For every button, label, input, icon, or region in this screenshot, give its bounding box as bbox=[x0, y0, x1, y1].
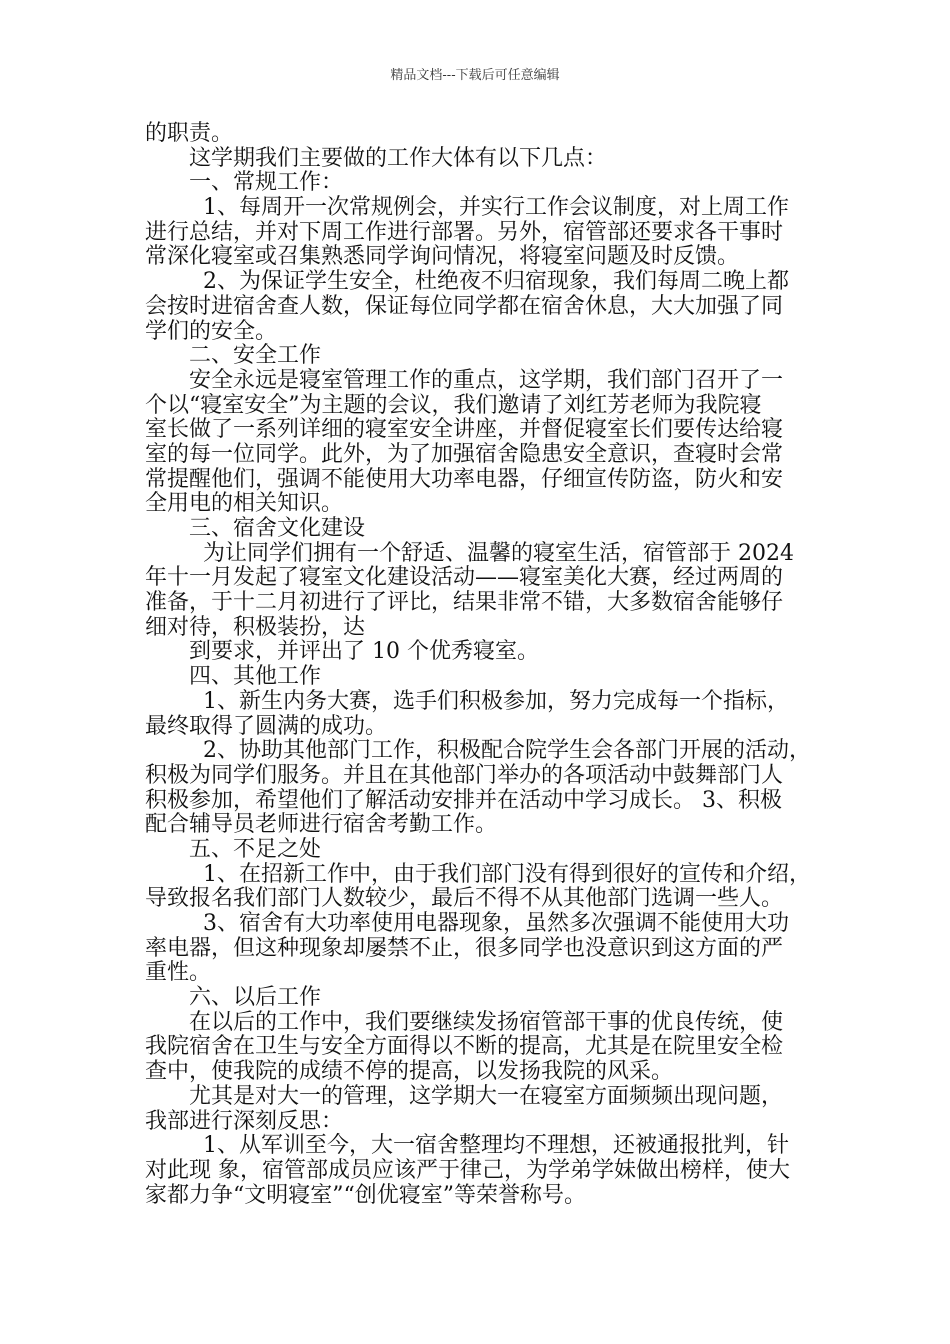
text-line: 常提醒他们，强调不能使用大功率电器，仔细宣传防盗，防火和安 bbox=[145, 466, 784, 492]
text-line: 家都力争“文明寝室”“创优寝室”等荣誉称号。 bbox=[145, 1182, 586, 1208]
text-line: 1、在招新工作中，由于我们部门没有得到很好的宣传和介绍， bbox=[203, 861, 811, 887]
text-line: 五、不足之处 bbox=[189, 836, 322, 862]
text-line: 配合辅导员老师进行宿舍考勤工作。 bbox=[145, 812, 498, 838]
text-line: 室长做了一系列详细的寝室安全讲座，并督促寝室长们要传达给寝 bbox=[145, 417, 784, 443]
document-body bbox=[145, 122, 810, 1208]
text-line: 常深化寝室或召集熟悉同学询问情况，将寝室问题及时反馈。 bbox=[145, 244, 740, 270]
text-line: 对此现 象，宿管部成员应该严于律己，为学弟学妹做出榜样，使大 bbox=[145, 1157, 790, 1183]
text-line: 全用电的相关知识。 bbox=[145, 491, 344, 517]
text-line: 到要求，并评出了 10 个优秀寝室。 bbox=[189, 639, 539, 665]
text-line: 积极参加，希望他们了解活动安排并在活动中学习成长。 3、积极 bbox=[145, 787, 782, 813]
text-line: 1、每周开一次常规例会，并实行工作会议制度，对上周工作 bbox=[203, 195, 789, 221]
page-header: 精品文档---下载后可任意编辑 bbox=[390, 68, 560, 83]
text-line: 安全永远是寝室管理工作的重点，这学期，我们部门召开了一 bbox=[189, 367, 784, 393]
text-line: 这学期我们主要做的工作大体有以下几点： bbox=[189, 145, 608, 171]
text-line: 我部进行深刻反思： bbox=[145, 1108, 344, 1134]
text-line: 1、从军训至今，大一宿舍整理均不理想，还被通报批判，针 bbox=[203, 1133, 789, 1159]
text-line: 一、常规工作： bbox=[189, 170, 344, 196]
text-line: 重性。 bbox=[145, 960, 212, 986]
text-line: 导致报名我们部门人数较少，最后不得不从其他部门选调一些人。 bbox=[145, 886, 784, 912]
text-line: 积极为同学们服务。并且在其他部门举办的各项活动中鼓舞部门人 bbox=[145, 762, 784, 788]
text-line: 查中，使我院的成绩不停的提高，以发扬我院的风采。 bbox=[145, 1059, 674, 1085]
text-line: 率电器，但这种现象却屡禁不止，很多同学也没意识到这方面的严 bbox=[145, 935, 784, 961]
text-line: 室的每一位同学。此外，为了加强宿舍隐患安全意识，查寝时会常 bbox=[145, 441, 784, 467]
text-line: 的职责。 bbox=[145, 121, 234, 146]
text-line: 个以“寝室安全”为主题的会议，我们邀请了刘红芳老师为我院寝 bbox=[145, 392, 762, 418]
text-line: 二、安全工作 bbox=[189, 343, 322, 369]
text-line: 尤其是对大一的管理，这学期大一在寝室方面频频出现问题， bbox=[189, 1083, 784, 1109]
text-line: 准备，于十二月初进行了评比，结果非常不错，大多数宿舍能够仔 bbox=[145, 590, 784, 616]
text-line: 四、其他工作 bbox=[189, 664, 322, 690]
text-line: 我院宿舍在卫生与安全方面得以不断的提高，尤其是在院里安全检 bbox=[145, 1034, 784, 1060]
text-line: 年十一月发起了寝室文化建设活动——寝室美化大赛，经过两周的 bbox=[145, 565, 784, 591]
text-line: 细对待，积极装扮，达 bbox=[145, 614, 366, 640]
text-line: 三、宿舍文化建设 bbox=[189, 516, 366, 541]
text-line: 2、为保证学生安全，杜绝夜不归宿现象，我们每周二晚上都 bbox=[203, 269, 789, 295]
text-line: 会按时进宿舍查人数，保证每位同学都在宿舍休息，大大加强了同 bbox=[145, 293, 784, 319]
text-line: 为让同学们拥有一个舒适、温馨的寝室生活，宿管部于 2024 bbox=[203, 540, 794, 566]
text-line: 最终取得了圆满的成功。 bbox=[145, 713, 388, 739]
text-line: 1、新生内务大赛，选手们积极参加，努力完成每一个指标， bbox=[203, 688, 789, 714]
text-line: 在以后的工作中，我们要继续发扬宿管部干事的优良传统，使 bbox=[189, 1009, 784, 1035]
text-line: 3、宿舍有大功率使用电器现象，虽然多次强调不能使用大功 bbox=[203, 911, 789, 936]
text-line: 2、协助其他部门工作，积极配合院学生会各部门开展的活动， bbox=[203, 738, 811, 764]
text-line: 学们的安全。 bbox=[145, 318, 278, 344]
text-line: 进行总结，并对下周工作进行部署。另外，宿管部还要求各干事时 bbox=[145, 219, 784, 245]
text-line: 六、以后工作 bbox=[189, 985, 322, 1011]
